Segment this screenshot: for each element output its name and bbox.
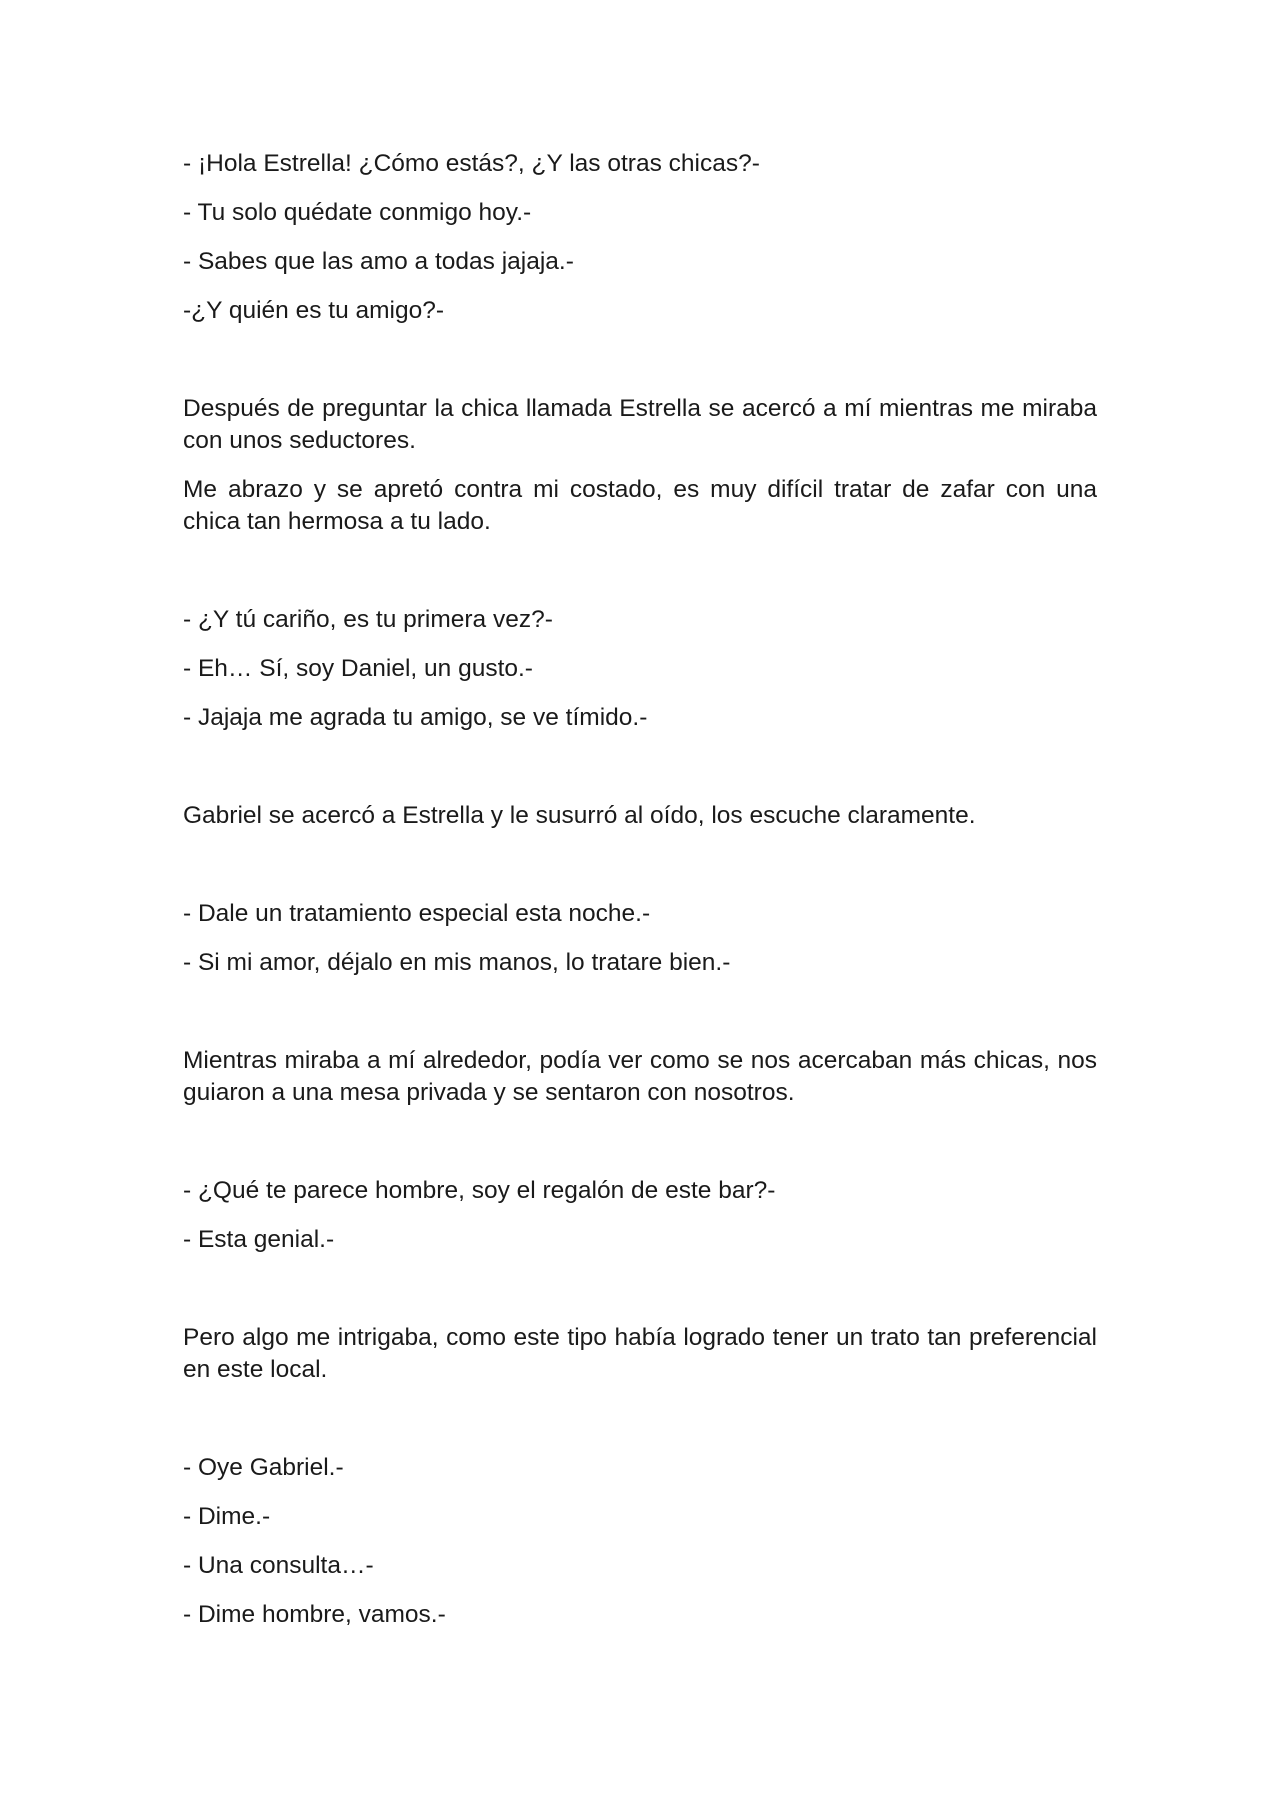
dialogue-line: - Sabes que las amo a todas jajaja.- xyxy=(183,248,574,275)
dialogue-line: -¿Y quién es tu amigo?- xyxy=(183,297,445,324)
dialogue-line: - Dime hombre, vamos.- xyxy=(183,1601,446,1628)
document-body xyxy=(183,148,1097,1648)
narrative-paragraph: Me abrazo y se apretó contra mi costado, es muy difícil tratar de zafar con una chica tan hermosa a tu lado. xyxy=(183,476,1097,535)
dialogue-line: - Dale un tratamiento especial esta noche.- xyxy=(183,900,651,927)
dialogue-line: - Una consulta…- xyxy=(183,1552,374,1579)
narrative-paragraph: Gabriel se acercó a Estrella y le susurró al oído, los escuche claramente. xyxy=(183,802,976,829)
narrative-paragraph: Mientras miraba a mí alrededor, podía ver como se nos acercaban más chicas, nos guiaron a una mesa privada y se sentaron con nosotros. xyxy=(183,1047,1097,1106)
dialogue-line: - ¡Hola Estrella! ¿Cómo estás?, ¿Y las otras chicas?- xyxy=(183,150,760,177)
dialogue-line: - ¿Qué te parece hombre, soy el regalón de este bar?- xyxy=(183,1177,776,1204)
narrative-paragraph: Después de preguntar la chica llamada Estrella se acercó a mí mientras me miraba con unos seductores. xyxy=(183,395,1097,454)
dialogue-line: - Eh… Sí, soy Daniel, un gusto.- xyxy=(183,655,533,682)
dialogue-line: - Dime.- xyxy=(183,1503,271,1530)
dialogue-line: - Esta genial.- xyxy=(183,1226,335,1253)
dialogue-line: - Tu solo quédate conmigo hoy.- xyxy=(183,199,532,226)
dialogue-line: - Si mi amor, déjalo en mis manos, lo tratare bien.- xyxy=(183,949,731,976)
dialogue-line: - ¿Y tú cariño, es tu primera vez?- xyxy=(183,606,553,633)
dialogue-line: - Jajaja me agrada tu amigo, se ve tímido.- xyxy=(183,704,648,731)
dialogue-line: - Oye Gabriel.- xyxy=(183,1454,344,1481)
narrative-paragraph: Pero algo me intrigaba, como este tipo había logrado tener un trato tan preferencial en este local. xyxy=(183,1324,1097,1383)
